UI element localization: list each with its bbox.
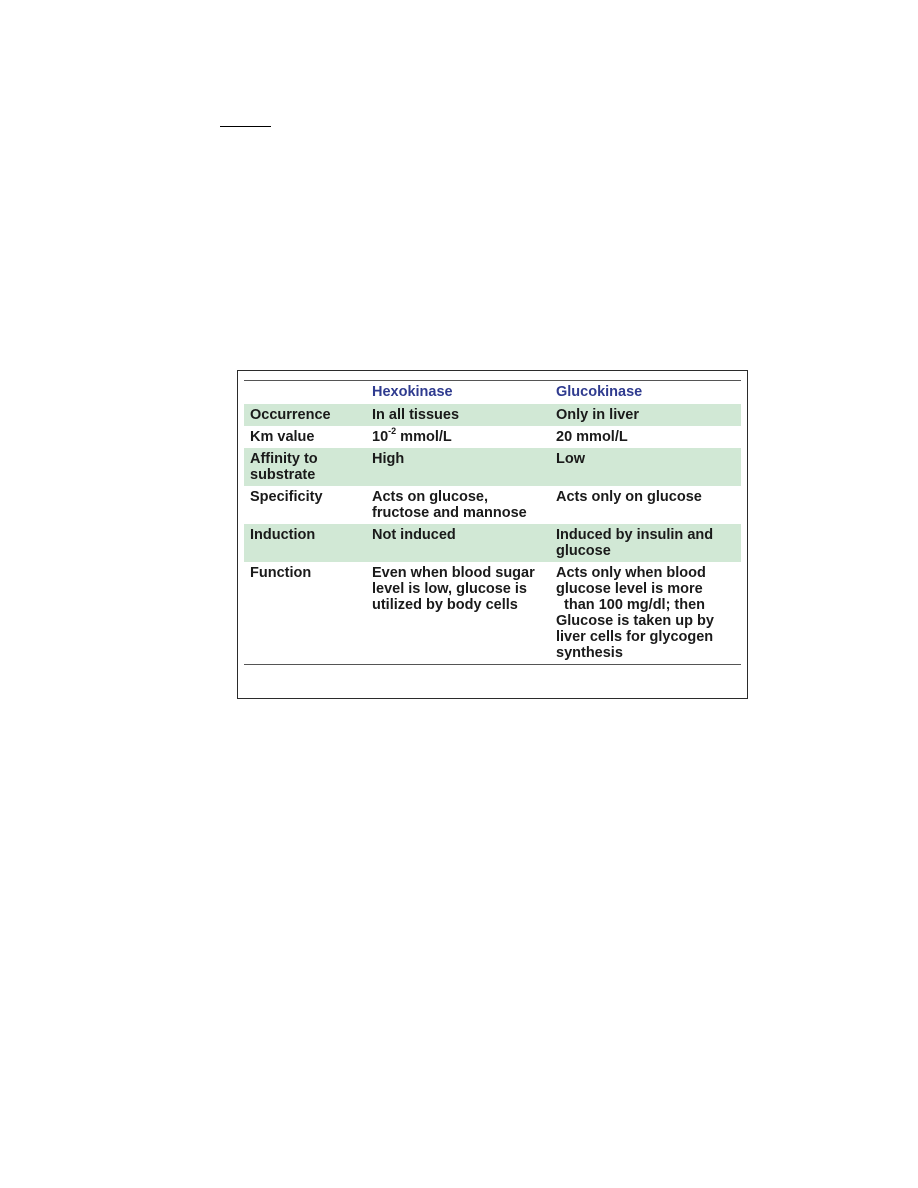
row-label: Km value (250, 429, 315, 445)
header-empty (244, 381, 366, 405)
row-label: Function (250, 565, 312, 581)
glucokinase-cell: Acts only on glucose (556, 489, 702, 505)
header-hexokinase: Hexokinase (372, 384, 453, 400)
row-label: Induction (244, 524, 366, 562)
hexokinase-cell (366, 426, 550, 448)
table-row (244, 426, 741, 448)
glucokinase-cell: Acts only when blood glucose level is more than 100 mg/dl; then Glucose is taken up by liver cells for glycogen synthesis (556, 565, 714, 661)
glucokinase-cell: Only in liver (550, 404, 741, 426)
heading-underline (220, 126, 271, 127)
table-row (244, 486, 741, 524)
glucokinase-cell: 20 mmol/L (556, 429, 628, 445)
km-exponent: -2 (388, 426, 397, 437)
hexokinase-glucokinase-table (244, 380, 741, 665)
table-row (244, 448, 741, 486)
hexokinase-cell: High (366, 448, 550, 486)
comparison-table-frame (237, 370, 748, 699)
hexokinase-cell: Acts on glucose, fructose and mannose (372, 489, 527, 521)
row-label: Affinity to substrate (244, 448, 366, 486)
row-label: Occurrence (244, 404, 366, 426)
table-row (244, 524, 741, 562)
hexokinase-cell: In all tissues (366, 404, 550, 426)
table-row (244, 404, 741, 426)
km-base: 10 (372, 429, 389, 445)
table-row (244, 562, 741, 665)
row-label: Specificity (250, 489, 323, 505)
table-header-row (244, 381, 741, 405)
glucokinase-cell: Low (550, 448, 741, 486)
hexokinase-cell: Even when blood sugar level is low, glucose is utilized by body cells (372, 565, 535, 613)
header-glucokinase: Glucokinase (556, 384, 643, 400)
hexokinase-cell: Not induced (366, 524, 550, 562)
km-unit: mmol/L (396, 429, 452, 445)
glucokinase-cell: Induced by insulin and glucose (550, 524, 741, 562)
